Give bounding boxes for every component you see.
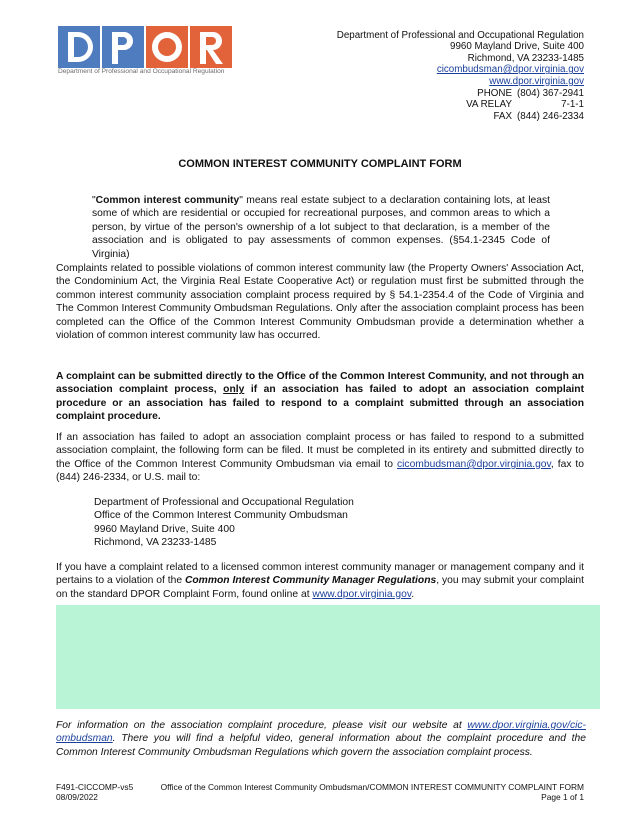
contact-row (442, 99, 584, 110)
mail-line: Office of the Common Interest Community Ombudsman (94, 510, 348, 522)
logo-letter-r (190, 26, 232, 68)
contact-value: (844) 246-2334 (517, 110, 584, 122)
contact-value: 7-1-1 (561, 99, 584, 111)
form-date: 08/09/2022 (56, 791, 98, 802)
footer-left (56, 783, 133, 802)
manager-regulations-emphasis: Common Interest Community Manager Regulations (184, 575, 437, 587)
contact-row (442, 88, 584, 99)
contact-label: VA RELAY (466, 99, 512, 111)
footer-note-text-2: . There you will find a helpful video, general information about the complaint procedure and the Common Interest Community Ombudsman Regulations which govern the association complaint process. (56, 733, 586, 758)
footer-note-text-1: For information on the association complaint procedure, please visit our website at (56, 720, 468, 731)
logo-tagline: Department of Professional and Occupational Regulation (58, 68, 225, 75)
header-website-link[interactable]: www.dpor.virginia.gov (489, 75, 584, 87)
street: 9960 Mayland Drive, Suite 400 (450, 41, 584, 53)
dpor-website-link[interactable]: www.dpor.virginia.gov (312, 588, 412, 600)
page-number: Page 1 of 1 (541, 791, 584, 802)
eligibility-emphasis: only (223, 384, 245, 396)
contact-value: (804) 367-2941 (517, 88, 584, 99)
city-state-zip: Richmond, VA 23233-1485 (467, 52, 584, 64)
mail-line: Department of Professional and Occupational Regulation (94, 497, 354, 508)
submission-email-link[interactable]: cicombudsman@dpor.virginia.gov (396, 458, 551, 470)
mail-line: Richmond, VA 23233-1485 (94, 537, 217, 549)
definition-paragraph (92, 194, 550, 261)
mail-line: 9960 Mayland Drive, Suite 400 (94, 523, 235, 535)
highlight-box (56, 605, 600, 709)
manager-paragraph (56, 561, 584, 601)
address-block (337, 30, 584, 87)
eligibility-paragraph (56, 370, 584, 424)
manager-text-3: . (411, 588, 415, 600)
eligibility-text-1: A complaint can be submitted directly to the Office of the Common Interest Community, and not through an association complaint process, (56, 371, 584, 396)
contact-label: FAX (493, 110, 512, 122)
footer-note (56, 719, 586, 759)
submission-text-2: , fax to (844) 246-2334, or U.S. mail to: (56, 458, 585, 484)
header-email-link[interactable]: cicombudsman@dpor.virginia.gov (436, 64, 584, 76)
definition-term: Common interest community (95, 195, 240, 206)
manager-text-1: If you have a complaint related to a licensed common interest community manager or management company and it pertains to a violation of the (56, 562, 584, 587)
logo-letter-d (58, 26, 100, 68)
submission-paragraph (56, 431, 584, 485)
logo-letter-p (102, 26, 144, 68)
manager-text-2: , you may submit your complaint on the standard DPOR Complaint Form, found online at (56, 575, 584, 600)
org-name: Department of Professional and Occupational Regulation (336, 30, 584, 41)
contact-numbers (442, 88, 584, 122)
eligibility-text-2: if an association has failed to adopt an association complaint procedure or an association has failed to respond to a complaint submitted through an association complaint procedure. (56, 384, 585, 423)
footer-right (161, 783, 584, 802)
contact-row (442, 111, 584, 122)
intro-paragraph: Complaints related to possible violations of common interest community law (the Property Owners' Association Act, the Condominium Act, the Virginia Real Estate Cooperative Act) or regulation must first be submitted through the common interest community association complaint process required by § 54.1-2354.4 of the Code of Virginia and The Common Interest Community Ombudsman Regulations. Only after the association complaint process has been completed can the Office of the Common Interest Community Ombudsman provide a determination whether a violation of common interest community law has occurred. (56, 263, 584, 342)
form-id: F491-CICCOMP-vs5 (56, 782, 134, 792)
definition-open-quote: " (92, 195, 96, 206)
mailing-address (94, 496, 354, 550)
cic-ombudsman-link[interactable]: www.dpor.virginia.gov/cic-ombudsman (56, 720, 586, 745)
definition-text: " means real estate subject to a declaration containing lots, at least some of which are residential or occupied for recreational purposes, and common areas to which a person, by virtue of the person's ownership of a lot subject to that declaration, is a member of the association and is obligated to pay assessments of common expenses. (§54.1-2345 Code of Virginia) (92, 195, 550, 260)
office-title: Office of the Common Interest Community Ombudsman/COMMON INTEREST COMMUNITY COMPLAINT FORM (160, 782, 584, 792)
contact-label: PHONE (477, 88, 512, 99)
submission-text-1: If an association has failed to adopt an association complaint process or has failed to respond to a submitted association complaint, the following form can be filed. It must be completed in its entirety and submitted directly to the Office of the Common Interest Community Ombudsman via email to (56, 432, 584, 470)
logo-letter-o (146, 26, 188, 68)
form-title: COMMON INTEREST COMMUNITY COMPLAINT FORM (178, 158, 462, 170)
